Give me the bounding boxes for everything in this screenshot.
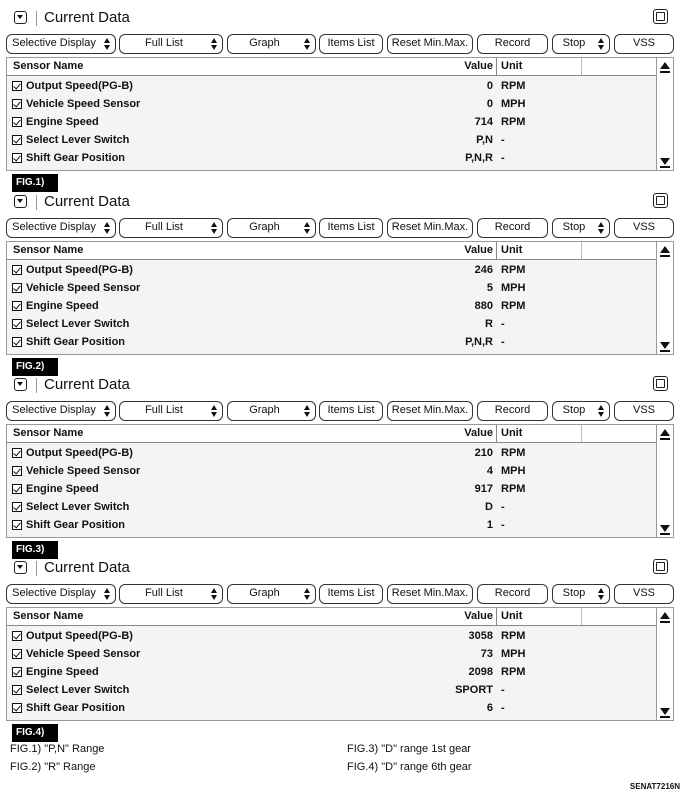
sensor-value: 880 (474, 300, 493, 312)
row-checkbox[interactable] (12, 319, 22, 329)
sensor-name: Vehicle Speed Sensor (26, 98, 141, 110)
sensor-name: Output Speed(PG-B) (26, 630, 133, 642)
header-divider (581, 242, 582, 259)
stop-dropdown[interactable] (552, 218, 610, 238)
row-checkbox[interactable] (12, 301, 22, 311)
row-checkbox[interactable] (12, 649, 22, 659)
vss-button[interactable] (614, 584, 674, 604)
items-list-button-label: Items List (327, 221, 375, 233)
row-checkbox[interactable] (12, 135, 22, 145)
up-down-arrows-icon (598, 38, 605, 50)
title-separator (36, 378, 37, 393)
toolbar (6, 584, 676, 604)
current-data-panel (6, 556, 676, 739)
row-checkbox[interactable] (12, 502, 22, 512)
sensor-unit: RPM (501, 116, 526, 128)
collapse-toggle-icon[interactable] (14, 378, 27, 391)
scroll-up-icon[interactable] (660, 245, 670, 255)
scroll-down-icon[interactable] (660, 157, 670, 167)
sensor-name: Output Speed(PG-B) (26, 264, 133, 276)
reset-min-max-button[interactable] (387, 584, 473, 604)
sensor-value: 2098 (468, 666, 493, 678)
sensor-unit: - (501, 684, 505, 696)
sensor-name: Vehicle Speed Sensor (26, 648, 141, 660)
full-list-dropdown-label: Full List (145, 221, 183, 233)
vertical-scrollbar[interactable] (656, 242, 673, 354)
graph-dropdown-label: Graph (249, 404, 280, 416)
sensor-unit: - (501, 336, 505, 348)
sensor-name: Engine Speed (26, 483, 99, 495)
collapse-toggle-icon[interactable] (14, 11, 27, 24)
header-unit: Unit (501, 610, 523, 622)
table-header (7, 608, 657, 626)
up-down-arrows-icon (211, 222, 218, 234)
graph-dropdown[interactable] (227, 34, 316, 54)
table-row (7, 114, 657, 132)
row-checkbox[interactable] (12, 667, 22, 677)
sensor-name: Engine Speed (26, 116, 99, 128)
header-sensor-name: Sensor Name (13, 610, 84, 622)
table-row (7, 517, 657, 535)
vss-button-label: VSS (632, 404, 655, 416)
panel-title-bar (6, 556, 676, 582)
panel-title-bar (6, 373, 676, 399)
items-list-button-label: Items List (327, 587, 375, 599)
selective-display-dropdown-label: Selective Display (12, 587, 96, 599)
sensor-unit: RPM (501, 300, 526, 312)
selective-display-dropdown-label: Selective Display (12, 221, 96, 233)
selective-display-dropdown[interactable] (6, 218, 116, 238)
up-down-arrows-icon (211, 588, 218, 600)
table-header (7, 425, 657, 443)
sensor-data-table (6, 607, 674, 721)
row-checkbox[interactable] (12, 153, 22, 163)
sensor-unit: RPM (501, 630, 526, 642)
sensor-value: 0 (486, 80, 493, 92)
sensor-unit: MPH (501, 648, 526, 660)
full-list-dropdown-label: Full List (145, 587, 183, 599)
table-row (7, 628, 657, 646)
title-separator (36, 195, 37, 210)
sensor-value: 0 (486, 98, 493, 110)
panel-title-bar (6, 190, 676, 216)
scroll-up-icon[interactable] (660, 428, 670, 438)
up-down-arrows-icon (211, 38, 218, 50)
header-divider (581, 608, 582, 625)
up-down-arrows-icon (104, 588, 111, 600)
panel-title: Current Data (44, 376, 130, 393)
row-checkbox[interactable] (12, 117, 22, 127)
up-down-arrows-icon (211, 405, 218, 417)
stop-dropdown[interactable] (552, 584, 610, 604)
sensor-unit: - (501, 702, 505, 714)
sensor-unit: RPM (501, 80, 526, 92)
table-row (7, 298, 657, 316)
stop-dropdown-label: Stop (562, 404, 586, 416)
row-checkbox[interactable] (12, 265, 22, 275)
scroll-up-icon[interactable] (660, 611, 670, 621)
reset-min-max-button-label: Reset Min.Max. (391, 404, 469, 416)
vss-button-label: VSS (632, 587, 655, 599)
sensor-value: 6 (486, 702, 493, 714)
table-row (7, 262, 657, 280)
header-divider (496, 425, 497, 442)
scroll-down-icon[interactable] (660, 707, 670, 717)
current-data-panel (6, 373, 676, 556)
stop-dropdown-label: Stop (562, 587, 586, 599)
figure-label: FIG.2) (12, 358, 58, 376)
sensor-data-table (6, 241, 674, 355)
header-sensor-name: Sensor Name (13, 427, 84, 439)
sensor-unit: MPH (501, 465, 526, 477)
reset-min-max-button-label: Reset Min.Max. (391, 37, 469, 49)
caption-fig3: FIG.3) "D" range 1st gear (347, 743, 471, 755)
title-separator (36, 11, 37, 26)
table-row (7, 445, 657, 463)
table-row (7, 682, 657, 700)
figure-label: FIG.1) (12, 174, 58, 192)
sensor-unit: MPH (501, 98, 526, 110)
graph-dropdown-label: Graph (249, 587, 280, 599)
row-checkbox[interactable] (12, 484, 22, 494)
sensor-data-table (6, 57, 674, 171)
sensor-value: P,N,R (465, 336, 493, 348)
reset-min-max-button[interactable] (387, 401, 473, 421)
header-value: Value (464, 610, 493, 622)
up-down-arrows-icon (598, 222, 605, 234)
sensor-name: Output Speed(PG-B) (26, 447, 133, 459)
table-header (7, 58, 657, 76)
table-row (7, 316, 657, 334)
items-list-button-label: Items List (327, 37, 375, 49)
header-unit: Unit (501, 60, 523, 72)
caption-fig1: FIG.1) "P,N" Range (10, 743, 105, 755)
graph-dropdown[interactable] (227, 401, 316, 421)
caption-fig2: FIG.2) "R" Range (10, 761, 96, 773)
up-down-arrows-icon (104, 405, 111, 417)
caption-fig4: FIG.4) "D" range 6th gear (347, 761, 472, 773)
sensor-value: P,N,R (465, 152, 493, 164)
table-row (7, 280, 657, 298)
items-list-button[interactable] (319, 218, 383, 238)
record-button-label: Record (494, 221, 531, 233)
collapse-toggle-icon[interactable] (14, 195, 27, 208)
full-list-dropdown-label: Full List (145, 37, 183, 49)
row-checkbox[interactable] (12, 685, 22, 695)
sensor-value: 5 (486, 282, 493, 294)
window-toggle-icon[interactable] (653, 193, 668, 208)
sensor-value: 3058 (468, 630, 493, 642)
title-separator (36, 561, 37, 576)
row-checkbox[interactable] (12, 703, 22, 713)
sensor-name: Vehicle Speed Sensor (26, 465, 141, 477)
record-button-label: Record (494, 37, 531, 49)
table-row (7, 96, 657, 114)
scroll-down-icon[interactable] (660, 341, 670, 351)
stop-dropdown-label: Stop (562, 221, 586, 233)
current-data-panel (6, 190, 676, 373)
up-down-arrows-icon (598, 405, 605, 417)
sensor-unit: RPM (501, 264, 526, 276)
table-row (7, 700, 657, 718)
figure-code: SENAT7216N (629, 782, 680, 791)
sensor-name: Shift Gear Position (26, 702, 126, 714)
table-row (7, 499, 657, 517)
sensor-value: R (485, 318, 493, 330)
header-sensor-name: Sensor Name (13, 244, 84, 256)
sensor-value: 210 (474, 447, 493, 459)
full-list-dropdown[interactable] (119, 401, 223, 421)
sensor-unit: - (501, 318, 505, 330)
figure-label: FIG.3) (12, 541, 58, 559)
graph-dropdown[interactable] (227, 584, 316, 604)
header-sensor-name: Sensor Name (13, 60, 84, 72)
record-button[interactable] (477, 401, 548, 421)
sensor-name: Select Lever Switch (26, 318, 130, 330)
table-header (7, 242, 657, 260)
reset-min-max-button-label: Reset Min.Max. (391, 587, 469, 599)
sensor-value: P,N (476, 134, 493, 146)
row-checkbox[interactable] (12, 283, 22, 293)
items-list-button-label: Items List (327, 404, 375, 416)
row-checkbox[interactable] (12, 337, 22, 347)
vss-button[interactable] (614, 34, 674, 54)
up-down-arrows-icon (304, 588, 311, 600)
scroll-up-icon[interactable] (660, 61, 670, 71)
header-value: Value (464, 60, 493, 72)
sensor-data-table (6, 424, 674, 538)
sensor-name: Select Lever Switch (26, 134, 130, 146)
graph-dropdown-label: Graph (249, 37, 280, 49)
sensor-name: Shift Gear Position (26, 336, 126, 348)
header-unit: Unit (501, 427, 523, 439)
sensor-unit: - (501, 152, 505, 164)
table-row (7, 78, 657, 96)
record-button-label: Record (494, 587, 531, 599)
graph-dropdown-label: Graph (249, 221, 280, 233)
stop-dropdown[interactable] (552, 401, 610, 421)
row-checkbox[interactable] (12, 520, 22, 530)
up-down-arrows-icon (104, 38, 111, 50)
table-row (7, 463, 657, 481)
header-unit: Unit (501, 244, 523, 256)
table-row (7, 132, 657, 150)
sensor-name: Shift Gear Position (26, 519, 126, 531)
up-down-arrows-icon (104, 222, 111, 234)
full-list-dropdown[interactable] (119, 584, 223, 604)
record-button-label: Record (494, 404, 531, 416)
table-row (7, 481, 657, 499)
sensor-name: Engine Speed (26, 666, 99, 678)
window-toggle-icon[interactable] (653, 9, 668, 24)
vertical-scrollbar[interactable] (656, 58, 673, 170)
collapse-toggle-icon[interactable] (14, 561, 27, 574)
panel-title: Current Data (44, 559, 130, 576)
header-value: Value (464, 427, 493, 439)
header-value: Value (464, 244, 493, 256)
panel-title: Current Data (44, 193, 130, 210)
header-divider (496, 608, 497, 625)
items-list-button[interactable] (319, 34, 383, 54)
vertical-scrollbar[interactable] (656, 425, 673, 537)
sensor-name: Output Speed(PG-B) (26, 80, 133, 92)
sensor-value: 246 (474, 264, 493, 276)
header-divider (581, 425, 582, 442)
window-toggle-icon[interactable] (653, 559, 668, 574)
up-down-arrows-icon (598, 588, 605, 600)
sensor-unit: - (501, 134, 505, 146)
row-checkbox[interactable] (12, 448, 22, 458)
selective-display-dropdown[interactable] (6, 34, 116, 54)
selective-display-dropdown-label: Selective Display (12, 37, 96, 49)
panel-title: Current Data (44, 9, 130, 26)
toolbar (6, 218, 676, 238)
sensor-value: 4 (486, 465, 493, 477)
toolbar (6, 34, 676, 54)
vss-button[interactable] (614, 218, 674, 238)
sensor-value: D (485, 501, 493, 513)
sensor-name: Vehicle Speed Sensor (26, 282, 141, 294)
record-button[interactable] (477, 34, 548, 54)
full-list-dropdown-label: Full List (145, 404, 183, 416)
selective-display-dropdown[interactable] (6, 401, 116, 421)
sensor-unit: RPM (501, 666, 526, 678)
sensor-value: 917 (474, 483, 493, 495)
table-row (7, 334, 657, 352)
items-list-button[interactable] (319, 401, 383, 421)
sensor-value: 714 (474, 116, 493, 128)
up-down-arrows-icon (304, 222, 311, 234)
sensor-name: Select Lever Switch (26, 684, 130, 696)
scroll-down-icon[interactable] (660, 524, 670, 534)
sensor-value: 1 (486, 519, 493, 531)
reset-min-max-button[interactable] (387, 34, 473, 54)
sensor-value: 73 (480, 648, 493, 660)
header-divider (581, 58, 582, 75)
sensor-name: Select Lever Switch (26, 501, 130, 513)
toolbar (6, 401, 676, 421)
table-row (7, 646, 657, 664)
full-list-dropdown[interactable] (119, 218, 223, 238)
sensor-unit: RPM (501, 483, 526, 495)
header-divider (496, 58, 497, 75)
record-button[interactable] (477, 218, 548, 238)
current-data-panel (6, 6, 676, 189)
reset-min-max-button[interactable] (387, 218, 473, 238)
vertical-scrollbar[interactable] (656, 608, 673, 720)
sensor-name: Shift Gear Position (26, 152, 126, 164)
window-toggle-icon[interactable] (653, 376, 668, 391)
sensor-unit: - (501, 501, 505, 513)
graph-dropdown[interactable] (227, 218, 316, 238)
up-down-arrows-icon (304, 38, 311, 50)
record-button[interactable] (477, 584, 548, 604)
row-checkbox[interactable] (12, 99, 22, 109)
table-row (7, 664, 657, 682)
vss-button-label: VSS (632, 37, 655, 49)
sensor-unit: - (501, 519, 505, 531)
stop-dropdown-label: Stop (562, 37, 586, 49)
sensor-unit: MPH (501, 282, 526, 294)
items-list-button[interactable] (319, 584, 383, 604)
row-checkbox[interactable] (12, 81, 22, 91)
header-divider (496, 242, 497, 259)
selective-display-dropdown-label: Selective Display (12, 404, 96, 416)
figure-label: FIG.4) (12, 724, 58, 742)
sensor-name: Engine Speed (26, 300, 99, 312)
sensor-value: SPORT (455, 684, 493, 696)
full-list-dropdown[interactable] (119, 34, 223, 54)
row-checkbox[interactable] (12, 631, 22, 641)
up-down-arrows-icon (304, 405, 311, 417)
vss-button[interactable] (614, 401, 674, 421)
sensor-unit: RPM (501, 447, 526, 459)
selective-display-dropdown[interactable] (6, 584, 116, 604)
reset-min-max-button-label: Reset Min.Max. (391, 221, 469, 233)
vss-button-label: VSS (632, 221, 655, 233)
panel-title-bar (6, 6, 676, 32)
stop-dropdown[interactable] (552, 34, 610, 54)
table-row (7, 150, 657, 168)
row-checkbox[interactable] (12, 466, 22, 476)
